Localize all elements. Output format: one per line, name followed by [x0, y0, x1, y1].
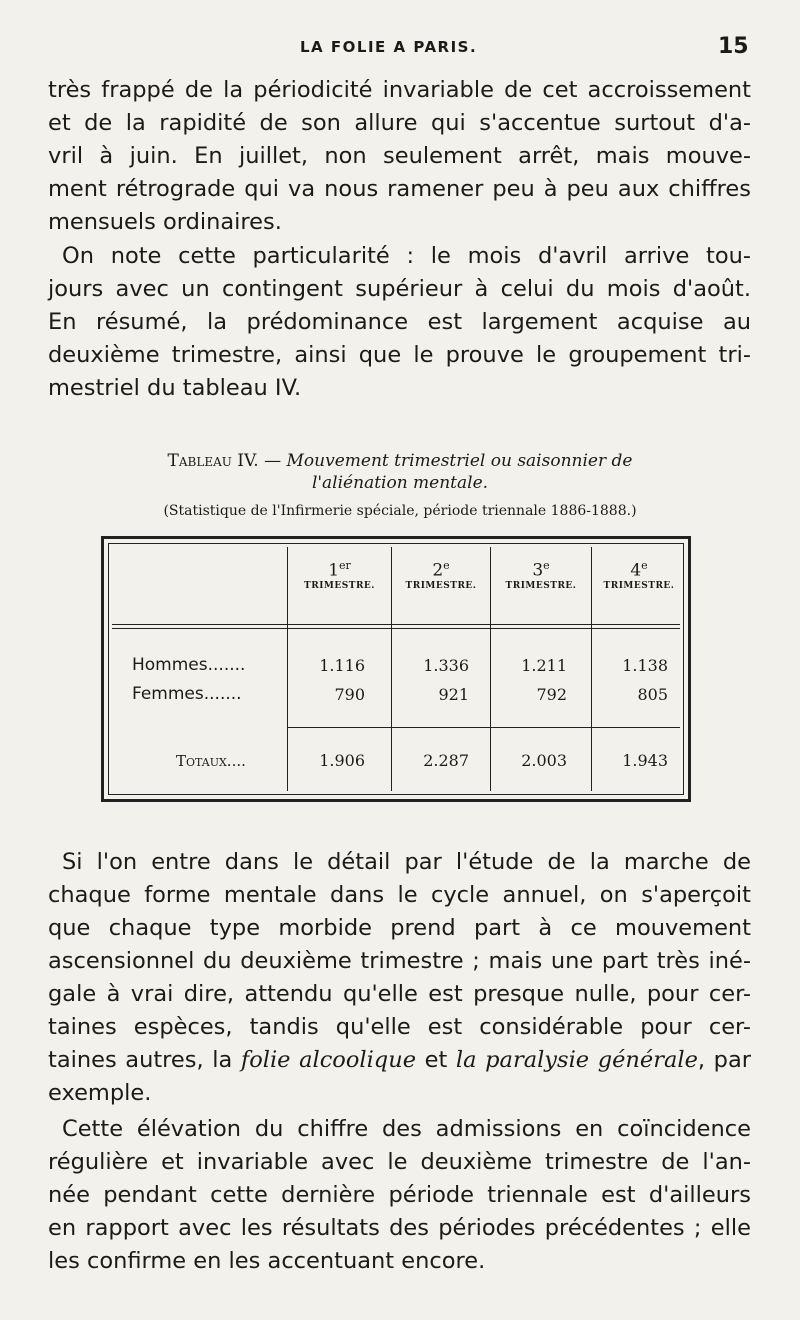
column-number: 2	[432, 560, 444, 581]
text-line: ascensionnel du deuxième trimestre ; mais une part très iné-	[48, 948, 751, 974]
column-number: 1	[328, 560, 340, 581]
column-number-suffix: e	[443, 559, 450, 572]
column-subtitle: TRIMESTRE.	[603, 580, 675, 591]
text-line: mestriel du tableau IV.	[48, 375, 302, 401]
text-line: On note cette particularité : le mois d'avril arrive tou-	[62, 243, 751, 269]
text-line: gale à vrai dire, attendu qu'elle est presque nulle, pour cer-	[48, 981, 751, 1007]
running-head	[0, 34, 800, 64]
header-rule	[112, 624, 680, 625]
caption-dash: —	[258, 451, 287, 471]
caption-source: (Statistique de l'Infirmerie spéciale, période triennale 1886-1888.)	[163, 503, 637, 519]
row-label: Hommes.......	[132, 655, 246, 675]
text-line: deuxième trimestre, ainsi que le prouve le groupement tri-	[48, 342, 751, 368]
column-number: 3	[532, 560, 544, 581]
text-line: Cette élévation du chiffre des admissions en coïncidence	[62, 1116, 751, 1142]
paragraph-2	[48, 240, 751, 405]
total-cell: 2.287	[423, 751, 469, 770]
table-cell: 1.211	[521, 656, 567, 675]
column-header	[392, 559, 490, 591]
text-run: , par	[697, 1047, 751, 1073]
text-line: en rapport avec les résultats des périodes précédentes ; elle	[48, 1215, 751, 1241]
text-line: chaque forme mentale dans le cycle annuel, on s'aperçoit	[48, 882, 751, 908]
table-cell: 1.138	[622, 656, 668, 675]
emphasis-paralysie-generale: la paralysie générale	[455, 1047, 698, 1073]
text-line: En résumé, la prédominance est largement acquise au	[48, 309, 751, 335]
column-subtitle: TRIMESTRE.	[405, 580, 477, 591]
text-run: taines autres, la	[48, 1047, 241, 1073]
table-cell: 1.336	[423, 656, 469, 675]
text-line: très frappé de la périodicité invariable de cet accroissement	[48, 77, 751, 103]
paragraph-1	[48, 74, 751, 239]
text-line: exemple.	[48, 1080, 152, 1106]
column-header	[491, 559, 591, 591]
text-run: et	[416, 1047, 456, 1073]
table-cell: 790	[334, 685, 365, 704]
caption-title-line1: Mouvement trimestriel ou saisonnier de	[286, 451, 633, 471]
page-number: 15	[718, 34, 749, 59]
caption-title-line2: l'aliénation mentale.	[311, 473, 489, 493]
column-number-suffix: e	[641, 559, 648, 572]
table-cell: 792	[536, 685, 567, 704]
total-rule	[287, 727, 680, 728]
column-header	[288, 559, 391, 591]
text-line	[48, 1044, 751, 1077]
total-cell: 2.003	[521, 751, 567, 770]
text-line: née pendant cette dernière période triennale est d'ailleurs	[48, 1182, 751, 1208]
text-line: mensuels ordinaires.	[48, 209, 282, 235]
table-cell: 805	[637, 685, 668, 704]
text-line: que chaque type morbide prend part à ce mouvement	[48, 915, 751, 941]
text-line: jours avec un contingent supérieur à celui du mois d'août.	[48, 276, 751, 302]
column-subtitle: TRIMESTRE.	[505, 580, 577, 591]
total-label: Totaux....	[176, 752, 246, 770]
header-rule	[112, 628, 680, 629]
emphasis-folie-alcoolique: folie alcoolique	[240, 1047, 417, 1073]
total-cell: 1.906	[319, 751, 365, 770]
text-line: taines espèces, tandis qu'elle est considérable pour cer-	[48, 1014, 751, 1040]
total-cell: 1.943	[622, 751, 668, 770]
column-subtitle: TRIMESTRE.	[304, 580, 375, 591]
text-line: les confirme en les accentuant encore.	[48, 1248, 486, 1274]
table-cell: 921	[438, 685, 469, 704]
column-number: 4	[630, 560, 642, 581]
text-line: Si l'on entre dans le détail par l'étude de la marche de	[62, 849, 751, 875]
caption-label: Tableau IV.	[167, 451, 259, 471]
column-header	[592, 559, 686, 591]
table-caption	[100, 450, 700, 522]
text-line: vril à juin. En juillet, non seulement arrêt, mais mouve-	[48, 143, 751, 169]
table-cell: 1.116	[319, 656, 365, 675]
row-label: Femmes.......	[132, 684, 242, 704]
running-title: LA FOLIE A PARIS.	[300, 38, 478, 56]
data-table	[101, 536, 691, 802]
paragraph-3	[48, 846, 751, 1110]
paragraph-4	[48, 1113, 751, 1278]
text-line: régulière et invariable avec le deuxième trimestre de l'an-	[48, 1149, 751, 1175]
column-number-suffix: er	[339, 559, 351, 572]
text-line: ment rétrograde qui va nous ramener peu à peu aux chiffres	[48, 176, 751, 202]
column-number-suffix: e	[543, 559, 550, 572]
text-line: et de la rapidité de son allure qui s'accentue surtout d'a-	[48, 110, 751, 136]
